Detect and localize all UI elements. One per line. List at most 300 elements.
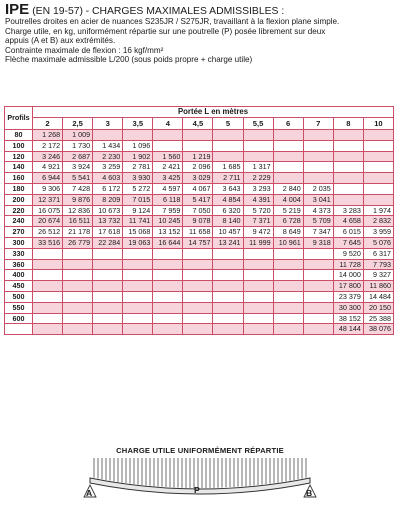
load-cell: 8 209 bbox=[93, 194, 123, 205]
load-cell bbox=[63, 248, 93, 259]
load-cell bbox=[363, 173, 393, 184]
load-cell: 1 685 bbox=[213, 162, 243, 173]
load-cell bbox=[183, 270, 213, 281]
load-cell bbox=[273, 313, 303, 324]
load-cell: 1 268 bbox=[33, 130, 63, 141]
load-cell bbox=[243, 270, 273, 281]
profil-cell: 220 bbox=[5, 205, 33, 216]
load-cell bbox=[213, 270, 243, 281]
load-cell bbox=[213, 140, 243, 151]
profil-cell: 180 bbox=[5, 183, 33, 194]
load-cell bbox=[63, 270, 93, 281]
load-cell: 7 428 bbox=[63, 183, 93, 194]
load-cell: 12 836 bbox=[63, 205, 93, 216]
load-cell bbox=[333, 183, 363, 194]
profil-cell: 160 bbox=[5, 173, 33, 184]
load-cell: 9 318 bbox=[303, 237, 333, 248]
load-cell: 6 172 bbox=[93, 183, 123, 194]
load-cell: 9 472 bbox=[243, 227, 273, 238]
load-cell bbox=[93, 270, 123, 281]
load-cell bbox=[333, 140, 363, 151]
load-cell bbox=[303, 291, 333, 302]
load-cell: 1 974 bbox=[363, 205, 393, 216]
load-cell bbox=[153, 313, 183, 324]
load-cell: 1 902 bbox=[123, 151, 153, 162]
load-cell: 4 004 bbox=[273, 194, 303, 205]
table-row bbox=[5, 248, 394, 259]
load-cell: 38 076 bbox=[363, 324, 393, 335]
load-cell bbox=[363, 130, 393, 141]
load-cell: 8 649 bbox=[273, 227, 303, 238]
load-cell: 1 096 bbox=[123, 140, 153, 151]
load-cell: 5 541 bbox=[63, 173, 93, 184]
load-cell: 25 388 bbox=[363, 313, 393, 324]
description-line-2: Charge utile, en kg, uniformément répartie sur une poutrelle (P) posée librement sur deux bbox=[5, 26, 326, 36]
load-cell: 1 317 bbox=[243, 162, 273, 173]
load-cell bbox=[213, 291, 243, 302]
load-cell bbox=[243, 313, 273, 324]
load-cell: 16 644 bbox=[153, 237, 183, 248]
load-cell bbox=[33, 281, 63, 292]
table-row bbox=[5, 270, 394, 281]
profil-cell: 500 bbox=[5, 291, 33, 302]
load-cell bbox=[273, 130, 303, 141]
load-cell bbox=[33, 248, 63, 259]
label-b: B bbox=[306, 488, 313, 498]
load-cell: 3 293 bbox=[243, 183, 273, 194]
load-cell: 4 854 bbox=[213, 194, 243, 205]
load-cell: 4 658 bbox=[333, 216, 363, 227]
load-cell bbox=[63, 302, 93, 313]
load-cell bbox=[213, 259, 243, 270]
load-cell: 2 781 bbox=[123, 162, 153, 173]
load-cell: 9 327 bbox=[363, 270, 393, 281]
load-cell bbox=[303, 130, 333, 141]
load-cell bbox=[213, 130, 243, 141]
load-cell bbox=[333, 173, 363, 184]
span-cell: 10 bbox=[363, 118, 393, 130]
load-cell: 2 229 bbox=[243, 173, 273, 184]
load-cell bbox=[243, 324, 273, 335]
load-cell: 10 673 bbox=[93, 205, 123, 216]
load-cell: 33 516 bbox=[33, 237, 63, 248]
load-cell: 10 961 bbox=[273, 237, 303, 248]
load-cell: 5 417 bbox=[183, 194, 213, 205]
load-cell: 23 379 bbox=[333, 291, 363, 302]
load-cell: 2 832 bbox=[363, 216, 393, 227]
load-cell: 5 720 bbox=[243, 205, 273, 216]
load-cell bbox=[273, 270, 303, 281]
load-cell bbox=[183, 259, 213, 270]
table-row bbox=[5, 183, 394, 194]
table-row bbox=[5, 140, 394, 151]
load-cell: 7 015 bbox=[123, 194, 153, 205]
profil-cell: 270 bbox=[5, 227, 33, 238]
load-cell bbox=[303, 281, 333, 292]
load-cell bbox=[93, 130, 123, 141]
load-cell: 11 860 bbox=[363, 281, 393, 292]
load-cell bbox=[183, 140, 213, 151]
load-cell: 21 178 bbox=[63, 227, 93, 238]
table-row bbox=[5, 162, 394, 173]
load-cell bbox=[123, 313, 153, 324]
load-cell bbox=[183, 248, 213, 259]
load-cell bbox=[273, 151, 303, 162]
span-cell: 7 bbox=[303, 118, 333, 130]
load-cell: 12 371 bbox=[33, 194, 63, 205]
load-cell bbox=[63, 281, 93, 292]
load-cell bbox=[333, 162, 363, 173]
span-cell: 4 bbox=[153, 118, 183, 130]
load-cell: 2 421 bbox=[153, 162, 183, 173]
load-cell bbox=[123, 281, 153, 292]
load-cell bbox=[243, 302, 273, 313]
load-cell bbox=[303, 302, 333, 313]
load-cell: 9 520 bbox=[333, 248, 363, 259]
table-row bbox=[5, 302, 394, 313]
load-cell bbox=[153, 270, 183, 281]
load-cell: 4 597 bbox=[153, 183, 183, 194]
load-cell bbox=[153, 281, 183, 292]
span-cell: 4,5 bbox=[183, 118, 213, 130]
description-line-1: Poutrelles droites en acier de nuances S235JR / S275JR, travaillant à la flexion plane simple. bbox=[5, 17, 340, 26]
load-cell bbox=[153, 130, 183, 141]
load-cell bbox=[243, 259, 273, 270]
description-line-4: Contrainte maximale de flexion : 16 kgf/mm² bbox=[5, 45, 164, 55]
table-row bbox=[5, 173, 394, 184]
profil-cell: 450 bbox=[5, 281, 33, 292]
load-cell bbox=[213, 281, 243, 292]
load-cell bbox=[273, 248, 303, 259]
load-cell: 16 511 bbox=[63, 216, 93, 227]
profil-cell: 240 bbox=[5, 216, 33, 227]
load-cell: 2 096 bbox=[183, 162, 213, 173]
profil-cell bbox=[5, 324, 33, 335]
table-row bbox=[5, 227, 394, 238]
load-cell: 20 674 bbox=[33, 216, 63, 227]
load-cell bbox=[303, 270, 333, 281]
title-line bbox=[5, 1, 397, 18]
load-cell: 4 603 bbox=[93, 173, 123, 184]
load-cell bbox=[273, 173, 303, 184]
load-cell bbox=[273, 324, 303, 335]
load-cell: 13 241 bbox=[213, 237, 243, 248]
load-cell bbox=[243, 281, 273, 292]
profil-cell: 600 bbox=[5, 313, 33, 324]
load-cell: 6 944 bbox=[33, 173, 63, 184]
table-row bbox=[5, 194, 394, 205]
load-cell bbox=[63, 259, 93, 270]
load-cell bbox=[243, 291, 273, 302]
load-cell: 5 709 bbox=[303, 216, 333, 227]
load-cell bbox=[363, 162, 393, 173]
load-cell: 3 643 bbox=[213, 183, 243, 194]
header bbox=[5, 1, 397, 65]
span-values-row bbox=[5, 118, 394, 130]
load-cell bbox=[273, 302, 303, 313]
profil-cell: 120 bbox=[5, 151, 33, 162]
load-cell: 6 728 bbox=[273, 216, 303, 227]
load-cell bbox=[303, 313, 333, 324]
load-cell bbox=[153, 324, 183, 335]
load-cell: 3 425 bbox=[153, 173, 183, 184]
load-cell bbox=[303, 173, 333, 184]
load-cell bbox=[123, 291, 153, 302]
load-cell: 2 840 bbox=[273, 183, 303, 194]
table-row bbox=[5, 324, 394, 335]
profil-cell: 330 bbox=[5, 248, 33, 259]
load-cell: 7 645 bbox=[333, 237, 363, 248]
load-cell bbox=[123, 259, 153, 270]
profil-cell: 550 bbox=[5, 302, 33, 313]
load-cell bbox=[273, 140, 303, 151]
table-row bbox=[5, 281, 394, 292]
span-cell: 8 bbox=[333, 118, 363, 130]
main-title: - CHARGES MAXIMALES ADMISSIBLES : bbox=[85, 6, 285, 17]
label-p: P bbox=[194, 485, 200, 495]
load-cell: 16 075 bbox=[33, 205, 63, 216]
load-cell: 2 687 bbox=[63, 151, 93, 162]
table-row bbox=[5, 205, 394, 216]
load-cell bbox=[333, 151, 363, 162]
load-cell bbox=[303, 248, 333, 259]
span-cell: 3 bbox=[93, 118, 123, 130]
load-cell: 9 124 bbox=[123, 205, 153, 216]
load-cell bbox=[123, 324, 153, 335]
diagram-title: CHARGE UTILE UNIFORMÉMENT RÉPARTIE bbox=[116, 446, 284, 455]
span-cell: 5,5 bbox=[243, 118, 273, 130]
load-cell: 3 041 bbox=[303, 194, 333, 205]
load-cell bbox=[303, 259, 333, 270]
load-cell: 26 779 bbox=[63, 237, 93, 248]
load-cell: 9 876 bbox=[63, 194, 93, 205]
load-cell bbox=[123, 130, 153, 141]
load-cell: 3 930 bbox=[123, 173, 153, 184]
load-cell: 5 076 bbox=[363, 237, 393, 248]
span-cell: 6 bbox=[273, 118, 303, 130]
span-cell: 5 bbox=[213, 118, 243, 130]
load-cell bbox=[123, 302, 153, 313]
load-cell: 1 009 bbox=[63, 130, 93, 141]
load-cell bbox=[63, 324, 93, 335]
profil-cell: 140 bbox=[5, 162, 33, 173]
load-cell bbox=[153, 248, 183, 259]
load-cell bbox=[243, 140, 273, 151]
load-cell: 22 284 bbox=[93, 237, 123, 248]
load-cell: 11 728 bbox=[333, 259, 363, 270]
load-cell: 26 512 bbox=[33, 227, 63, 238]
load-cell: 3 029 bbox=[183, 173, 213, 184]
load-cell: 7 371 bbox=[243, 216, 273, 227]
load-cell: 4 373 bbox=[303, 205, 333, 216]
load-cell bbox=[33, 291, 63, 302]
load-cell bbox=[363, 183, 393, 194]
description-line-5: Flèche maximale admissible L/200 (sous poids propre + charge utile) bbox=[5, 55, 253, 65]
load-cell bbox=[93, 248, 123, 259]
load-cell bbox=[123, 248, 153, 259]
load-cell bbox=[93, 259, 123, 270]
load-cell bbox=[333, 130, 363, 141]
load-cell: 4 067 bbox=[183, 183, 213, 194]
load-cell: 14 757 bbox=[183, 237, 213, 248]
load-cell bbox=[183, 130, 213, 141]
profil-cell: 100 bbox=[5, 140, 33, 151]
load-cell bbox=[183, 291, 213, 302]
table-row bbox=[5, 313, 394, 324]
load-cell bbox=[273, 259, 303, 270]
load-cell bbox=[153, 259, 183, 270]
load-cell bbox=[183, 324, 213, 335]
load-cell: 11 999 bbox=[243, 237, 273, 248]
load-cell: 9 306 bbox=[33, 183, 63, 194]
load-cell: 2 711 bbox=[213, 173, 243, 184]
span-cell: 2 bbox=[33, 118, 63, 130]
load-cell: 14 000 bbox=[333, 270, 363, 281]
load-cell bbox=[63, 291, 93, 302]
load-cell: 20 150 bbox=[363, 302, 393, 313]
table-row bbox=[5, 130, 394, 141]
load-cell bbox=[213, 324, 243, 335]
load-cell: 3 959 bbox=[363, 227, 393, 238]
load-cell: 38 152 bbox=[333, 313, 363, 324]
load-cell bbox=[93, 302, 123, 313]
charges-table bbox=[4, 106, 394, 335]
load-cell bbox=[243, 248, 273, 259]
load-cell: 1 730 bbox=[63, 140, 93, 151]
load-cell: 17 800 bbox=[333, 281, 363, 292]
load-cell: 8 140 bbox=[213, 216, 243, 227]
load-cell: 2 035 bbox=[303, 183, 333, 194]
load-cell bbox=[183, 302, 213, 313]
load-cell: 4 921 bbox=[33, 162, 63, 173]
load-cell bbox=[213, 248, 243, 259]
load-cell: 4 391 bbox=[243, 194, 273, 205]
load-cell: 19 063 bbox=[123, 237, 153, 248]
label-a: A bbox=[86, 488, 93, 498]
load-cell bbox=[33, 313, 63, 324]
load-cell: 6 015 bbox=[333, 227, 363, 238]
profil-cell: 400 bbox=[5, 270, 33, 281]
load-diagram bbox=[80, 446, 320, 512]
load-cell: 7 793 bbox=[363, 259, 393, 270]
load-cell: 7 050 bbox=[183, 205, 213, 216]
load-cell: 13 732 bbox=[93, 216, 123, 227]
load-cell: 6 320 bbox=[213, 205, 243, 216]
load-cell: 14 484 bbox=[363, 291, 393, 302]
load-cell: 11 658 bbox=[183, 227, 213, 238]
load-cell: 7 959 bbox=[153, 205, 183, 216]
table-row bbox=[5, 259, 394, 270]
load-cell bbox=[153, 302, 183, 313]
profil-cell: 360 bbox=[5, 259, 33, 270]
ipe-title: IPE bbox=[5, 1, 30, 18]
load-cell: 3 924 bbox=[63, 162, 93, 173]
load-cell bbox=[303, 324, 333, 335]
profil-cell: 200 bbox=[5, 194, 33, 205]
table-row bbox=[5, 291, 394, 302]
load-cell bbox=[273, 281, 303, 292]
load-cell: 5 219 bbox=[273, 205, 303, 216]
load-cell bbox=[33, 270, 63, 281]
load-cell bbox=[123, 270, 153, 281]
load-cell: 5 272 bbox=[123, 183, 153, 194]
load-cell bbox=[303, 140, 333, 151]
standard-ref: (EN 19-57) bbox=[32, 6, 84, 17]
span-header: Portée L en mètres bbox=[33, 107, 394, 118]
load-cell: 2 230 bbox=[93, 151, 123, 162]
table-body bbox=[5, 130, 394, 335]
load-cell bbox=[93, 281, 123, 292]
load-cell: 6 317 bbox=[363, 248, 393, 259]
load-cell bbox=[183, 313, 213, 324]
load-cell: 3 283 bbox=[333, 205, 363, 216]
profil-cell: 300 bbox=[5, 237, 33, 248]
load-cell bbox=[93, 324, 123, 335]
load-cell bbox=[243, 151, 273, 162]
table-row bbox=[5, 237, 394, 248]
load-cell bbox=[273, 291, 303, 302]
span-cell: 3,5 bbox=[123, 118, 153, 130]
description-line-3: appuis (A et B) aux extrémités. bbox=[5, 36, 116, 46]
load-cell bbox=[303, 151, 333, 162]
load-cell: 9 078 bbox=[183, 216, 213, 227]
load-cell: 30 300 bbox=[333, 302, 363, 313]
beam-shape bbox=[90, 478, 310, 494]
load-cell bbox=[33, 324, 63, 335]
span-cell: 2,5 bbox=[63, 118, 93, 130]
load-cell bbox=[63, 313, 93, 324]
load-cell: 1 219 bbox=[183, 151, 213, 162]
load-cell bbox=[303, 162, 333, 173]
load-cell: 10 457 bbox=[213, 227, 243, 238]
table-row bbox=[5, 216, 394, 227]
load-cell bbox=[363, 140, 393, 151]
load-cell: 3 246 bbox=[33, 151, 63, 162]
beam-drawing bbox=[80, 456, 320, 512]
load-cell: 6 118 bbox=[153, 194, 183, 205]
load-cell bbox=[273, 162, 303, 173]
load-cell bbox=[213, 313, 243, 324]
load-cell bbox=[213, 151, 243, 162]
load-cell bbox=[33, 259, 63, 270]
load-cell: 1 434 bbox=[93, 140, 123, 151]
load-cell bbox=[333, 194, 363, 205]
load-cell bbox=[153, 140, 183, 151]
load-cell: 15 068 bbox=[123, 227, 153, 238]
load-cell: 13 152 bbox=[153, 227, 183, 238]
load-cell bbox=[153, 291, 183, 302]
profils-header: Profils bbox=[5, 107, 33, 130]
load-cell bbox=[213, 302, 243, 313]
load-cell bbox=[183, 281, 213, 292]
load-cell bbox=[363, 151, 393, 162]
load-cell bbox=[93, 313, 123, 324]
table-row bbox=[5, 151, 394, 162]
load-cell: 7 347 bbox=[303, 227, 333, 238]
profil-cell: 80 bbox=[5, 130, 33, 141]
load-cell: 11 741 bbox=[123, 216, 153, 227]
load-cell: 10 245 bbox=[153, 216, 183, 227]
load-cell: 17 618 bbox=[93, 227, 123, 238]
load-cell bbox=[363, 194, 393, 205]
load-cell bbox=[93, 291, 123, 302]
load-cell: 48 144 bbox=[333, 324, 363, 335]
load-cell bbox=[33, 302, 63, 313]
load-cell: 3 259 bbox=[93, 162, 123, 173]
load-cell: 1 560 bbox=[153, 151, 183, 162]
load-cell: 2 172 bbox=[33, 140, 63, 151]
load-cell bbox=[243, 130, 273, 141]
